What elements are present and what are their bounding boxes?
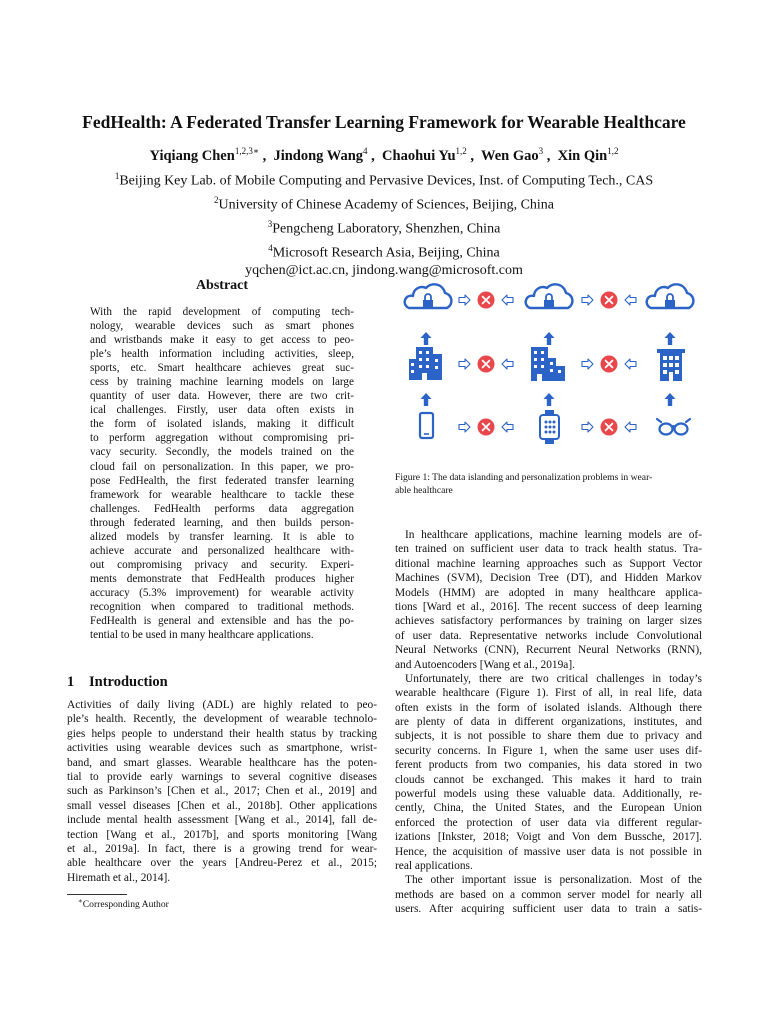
blocked-x-icon xyxy=(478,292,495,309)
arrow-right-icon xyxy=(582,422,593,432)
text-line: achieves satisfactory performances by training on larger sizes xyxy=(395,615,702,628)
text-line: achieve accurate and personalized healthcare with- xyxy=(90,544,354,557)
author-name: Jindong Wang xyxy=(273,147,364,164)
affiliation-mark: 4 xyxy=(268,242,273,253)
cloud-lock-icon xyxy=(405,284,452,308)
footnote-divider xyxy=(67,894,127,895)
building-icon xyxy=(531,347,565,381)
blocked-x-icon xyxy=(601,419,618,436)
text-line: cently, China, the United States, and the European Union xyxy=(395,802,702,815)
cloud-lock-icon xyxy=(647,284,694,308)
arrow-right-icon xyxy=(459,422,470,432)
arrow-up-icon xyxy=(665,393,676,406)
text-line: security concerns. In Figure 1, when the same user uses dif- xyxy=(395,744,702,757)
arrow-left-icon xyxy=(625,422,636,432)
text-line: real applications. xyxy=(395,859,473,872)
author-name: Wen Gao xyxy=(481,147,539,164)
affiliation-list xyxy=(0,167,768,281)
arrow-left-icon xyxy=(625,359,636,369)
author-affil-mark: 4 xyxy=(363,146,368,156)
arrow-up-icon xyxy=(544,393,555,406)
affiliation-text: Pengcheng Laboratory, Shenzhen, China xyxy=(272,221,501,237)
affiliation xyxy=(0,167,768,191)
text-line: tions [Ward et al., 2016]. The recent success of deep learning xyxy=(395,600,702,613)
text-line: ten trained on sufficient user data to track health status. Tra- xyxy=(395,543,702,556)
smartwatch-icon xyxy=(540,410,559,444)
text-line: wearable healthcare (Figure 1). First of all, in real life, data xyxy=(395,687,702,700)
text-line: Activities of daily living (ADL) are highly related to peo- xyxy=(67,699,377,711)
text-line: ferent products from two companies, his data stored in two xyxy=(395,759,702,772)
text-line: et al., 2019a]. In fact, there is a growing trend for wear- xyxy=(67,842,377,855)
abstract-heading: Abstract xyxy=(195,278,249,293)
text-line: tential to be used in many healthcare applications. xyxy=(90,629,314,642)
affiliation-mark: 2 xyxy=(213,194,219,205)
arrow-right-icon xyxy=(582,295,593,305)
text-line: tection [Wang et al., 2017b], and sports monitoring [Wang xyxy=(67,828,377,841)
arrow-up-icon xyxy=(665,332,676,345)
text-line: alized models by transfer learning. It is able to xyxy=(90,530,354,543)
text-line: Hence, the acquisition of massive user data is not possible in xyxy=(395,845,702,858)
author-affil-mark: 1,2 xyxy=(607,146,619,156)
text-line: vacy security. Secondly, the models trained on the xyxy=(90,446,354,459)
author-name: Chaohui Yu xyxy=(382,147,456,164)
caption-line: able healthcare xyxy=(395,484,453,496)
arrow-right-icon xyxy=(582,359,593,369)
author-list: Yiqiang Chen$^{1,2,3∗}$ , Jindong Wang$^4$ , Chaohui Yu$^{1,2}$ , Wen Gao$^3$ , Xin Qin$^{1,2}$ xyxy=(149,146,619,164)
text-line: clouds cannot be exchanged. This makes it hard to train xyxy=(395,773,702,786)
text-line: methods are based on a common server model for nearly all xyxy=(395,888,702,901)
building-icon xyxy=(657,349,685,381)
affiliation-mark: 1 xyxy=(114,171,120,181)
text-line: Unfortunately, there are two critical challenges in today’s xyxy=(405,672,702,685)
blocked-x-icon xyxy=(478,419,495,436)
text-line: ments demonstrate that FedHealth produces higher xyxy=(90,572,354,585)
cloud-lock-icon xyxy=(526,284,573,308)
author-emails: yqchen@ict.ac.cn, jindong.wang@microsoft.com xyxy=(245,263,523,279)
text-line: users. After acquiring sufficient user data to train a satis- xyxy=(395,903,702,916)
arrow-left-icon xyxy=(625,295,636,305)
footnote-mark: ∗ xyxy=(78,897,83,905)
text-line: of user data. Representative networks include Convolutional xyxy=(395,629,702,642)
text-line: able healthcare over the years [Andreu-Perez et al., 2015; xyxy=(67,857,377,870)
affiliation xyxy=(0,239,768,263)
paragraph xyxy=(395,672,702,873)
caption-line: Figure 1: The data islanding and personalization problems in wear- xyxy=(395,472,653,483)
paper-title: FedHealth: A Federated Transfer Learning Framework for Wearable Healthcare xyxy=(82,112,686,132)
text-line: ple’s health information including activities, sleep, xyxy=(90,348,354,361)
text-line: accuracy (5.3% improvement) for wearable activity xyxy=(90,586,354,599)
text-line: to perform aggregation without compromising pri- xyxy=(90,432,354,445)
author-name: Xin Qin xyxy=(557,147,608,164)
arrow-up-icon xyxy=(421,393,432,406)
text-line: izations [Inkster, 2018; Voigt and Von dem Bussche, 2017]. xyxy=(395,831,702,844)
affiliation-mark: 3 xyxy=(267,218,273,229)
arrow-up-icon xyxy=(544,332,555,345)
paragraph xyxy=(395,873,702,916)
text-line: small vessel diseases [Chen et al., 2018b]. Other applications xyxy=(67,799,377,812)
text-line: are plenty of data in different organizations, institutes, and xyxy=(395,716,702,729)
footnote-text: Corresponding Author xyxy=(82,899,169,911)
author-affil-mark: 3 xyxy=(538,146,544,156)
text-line: pose FedHealth, the first federated transfer learning xyxy=(90,474,354,487)
text-line: The other important issue is personalization. Most of the xyxy=(405,874,702,887)
blocked-x-icon xyxy=(478,356,495,373)
text-line: subjects, it is not possible to share them due to privacy and xyxy=(395,730,702,743)
text-line: FedHealth is general and extensible and has the po- xyxy=(90,615,354,628)
text-line: powerful models using these valuable data. Additionally, re- xyxy=(395,788,702,801)
blocked-x-icon xyxy=(601,356,618,373)
section-heading xyxy=(67,674,168,691)
section-title: Introduction xyxy=(89,674,168,690)
abstract-body xyxy=(90,305,354,642)
text-line: tial to provide early warnings to several cognitive diseases xyxy=(67,770,377,783)
text-line: ditional machine learning approaches such as Support Vector xyxy=(395,557,702,570)
author-affil-mark: 1,2,3∗ xyxy=(234,146,259,156)
right-column-body xyxy=(395,528,702,917)
text-line: Models (HMM) are adopted in many healthcare applica- xyxy=(395,586,702,599)
text-line: ple’s health. Recently, the development of wearable technolo- xyxy=(67,713,377,726)
affiliation-text: Beijing Key Lab. of Mobile Computing and Pervasive Devices, Inst. of Computing Tech., CAS xyxy=(119,173,654,189)
blocked-x-icon xyxy=(601,292,618,309)
text-line: and wristbands make it easy to get access to peo- xyxy=(90,334,354,347)
text-line: band, and smart glasses. Wearable healthcare has the poten- xyxy=(67,756,377,769)
text-line: Machines (SVM), Decision Tree (DT), and Hidden Markov xyxy=(395,572,702,585)
figure-1-caption xyxy=(395,472,702,497)
text-line: ical challenges. Firstly, user data often exists in xyxy=(90,404,354,417)
text-line: sports, etc. Smart healthcare achieves great suc- xyxy=(90,362,354,375)
text-line: and Autoencoders [Wang et al., 2019a]. xyxy=(395,658,576,671)
arrow-left-icon xyxy=(502,359,513,369)
arrow-up-icon xyxy=(421,332,432,345)
section-number: 1 xyxy=(67,674,75,690)
figure-1 xyxy=(395,272,702,457)
text-line: through federated learning, and then builds person- xyxy=(90,516,354,529)
figure-1-graphic xyxy=(395,272,702,457)
author-name: Yiqiang Chen xyxy=(149,147,235,164)
text-line: nology, wearable devices such as smart phones xyxy=(90,320,354,333)
text-line: out compromising privacy and security. Experi- xyxy=(90,558,354,571)
affiliation-text: Microsoft Research Asia, Beijing, China xyxy=(272,245,500,261)
author-affil-mark: 1,2 xyxy=(455,146,467,156)
text-line: often exists in the form of isolated islands. Although there xyxy=(395,701,702,714)
arrow-right-icon xyxy=(459,295,470,305)
arrow-left-icon xyxy=(502,295,513,305)
text-line: gies helps people to understand their health status by tracking xyxy=(67,727,377,740)
introduction-body xyxy=(67,698,377,885)
text-line: framework for wearable healthcare to tackle these xyxy=(90,488,354,501)
text-line: challenges. FedHealth performs data aggregation xyxy=(90,502,354,515)
smart-glasses-icon xyxy=(657,419,690,435)
smartphone-icon xyxy=(420,413,433,438)
text-line: recognition when compared to traditional methods. xyxy=(90,600,354,613)
text-line: the form of isolated islands, making it difficult xyxy=(90,418,354,431)
text-line: enforced the protection of user data via different regular- xyxy=(395,816,702,829)
building-icon xyxy=(409,347,442,380)
text-line: cloud fail on personalization. In this paper, we pro- xyxy=(90,460,354,473)
affiliation-text: University of Chinese Academy of Sciences, Beijing, China xyxy=(218,197,555,213)
text-line: such as Parkinson’s [Chen et al., 2017; Chen et al., 2019] and xyxy=(67,785,377,798)
arrow-left-icon xyxy=(502,422,513,432)
text-line: With the rapid development of computing tech- xyxy=(90,306,354,318)
paragraph xyxy=(395,528,702,672)
affiliation xyxy=(0,191,768,215)
affiliation xyxy=(0,215,768,239)
text-line: Neural Networks (CNN), Recurrent Neural Networks (RNN), xyxy=(395,644,702,657)
text-line: include mental health assessment [Wang et al., 2014], fall de- xyxy=(67,814,377,827)
footnote xyxy=(78,897,169,910)
text-line: activities using wearable devices such as smartphone, wrist- xyxy=(67,742,377,755)
arrow-right-icon xyxy=(459,359,470,369)
text-line: In healthcare applications, machine learning models are of- xyxy=(405,529,702,541)
text-line: quantity of user data. However, there are two crit- xyxy=(90,390,354,403)
text-line: cess by training machine learning models on large xyxy=(90,376,354,389)
text-line: Hiremath et al., 2014]. xyxy=(67,871,171,884)
